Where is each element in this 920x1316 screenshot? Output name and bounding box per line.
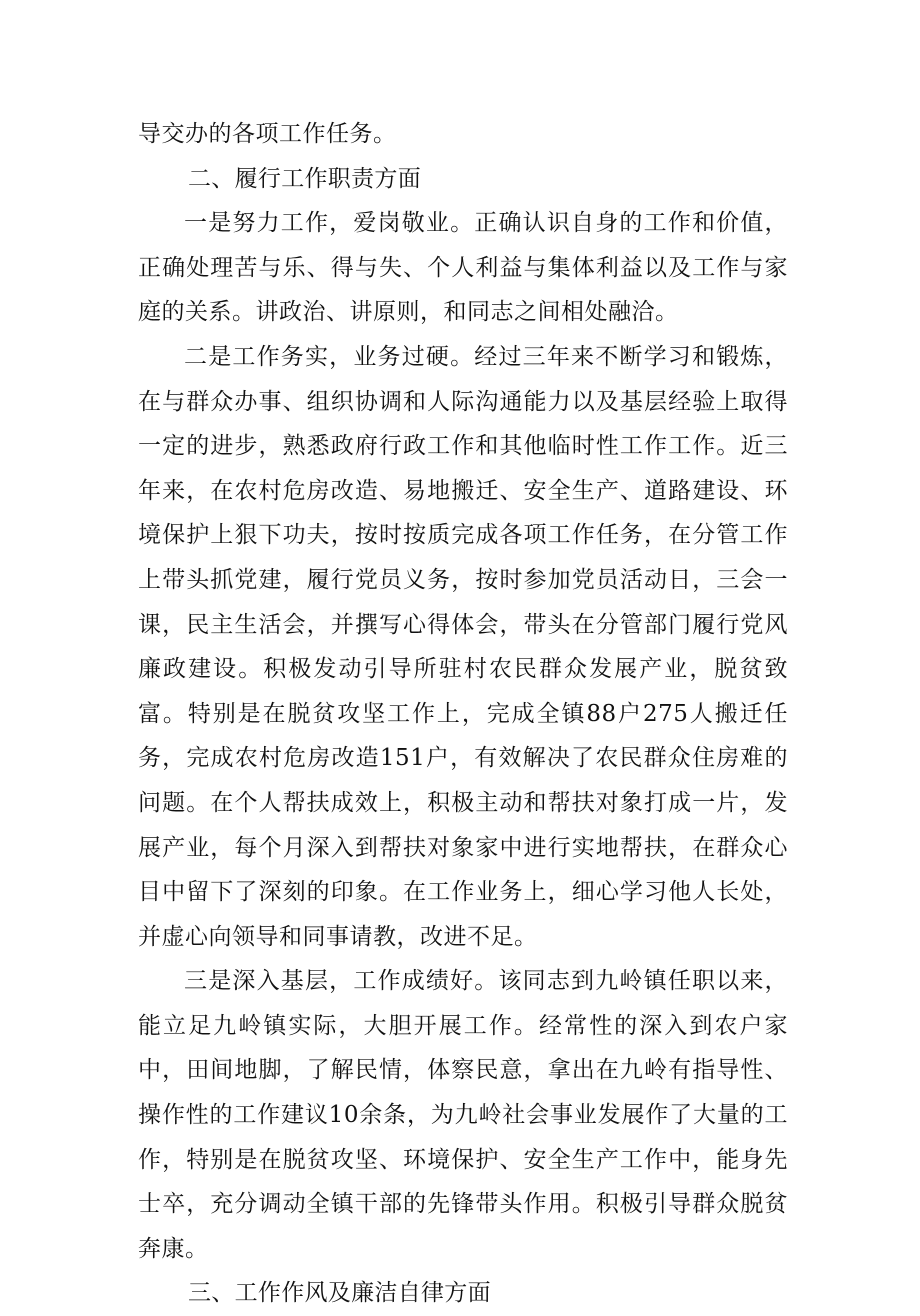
section-2-heading: 二、履行工作职责方面 [188, 165, 421, 192]
document-body [138, 112, 788, 1316]
section-2-paragraph-2: 二是工作务实，业务过硬。经过三年来不断学习和锻炼，在与群众办事、组织协调和人际沟通能力以及基层经验上取得一定的进步，熟悉政府行政工作和其他临时性工作工作。近三年来，在农村危房改造、易地搬迁、安全生产、道路建设、环境保护上狠下功夫，按时按质完成各项工作任务，在分管工作上带头抓党建，履行党员义务，按时参加党员活动日，三会一课，民主生活会，并撰写心得体会，带头在分管部门履行党风廉政建设。积极发动引导所驻村农民群众发展产业，脱贫致富。特别是在脱贫攻坚工作上，完成全镇88户275人搬迁任务，完成农村危房改造151户，有效解决了农民群众住房难的问题。在个人帮扶成效上，积极主动和帮扶对象打成一片，发展产业，每个月深入到帮扶对象家中进行实地帮扶，在群众心目中留下了深刻的印象。在工作业务上，细心学习他人长处，并虚心向领导和同事请教，改进不足。 [138, 343, 788, 950]
continuation-paragraph: 导交办的各项工作任务。 [138, 121, 397, 147]
section-2-paragraph-3: 三是深入基层，工作成绩好。该同志到九岭镇任职以来，能立足九岭镇实际，大胆开展工作。经常性的深入到农户家中，田间地脚，了解民情，体察民意，拿出在九岭有指导性、操作性的工作建议10余条，为九岭社会事业发展作了大量的工作，特别是在脱贫攻坚、环境保护、安全生产工作中，能身先士卒，充分调动全镇干部的先锋带头作用。积极引导群众脱贫奔康。 [138, 968, 788, 1262]
section-2-paragraph-1: 一是努力工作，爱岗敬业。正确认识自身的工作和价值，正确处理苦与乐、得与失、个人利益与集体利益以及工作与家庭的关系。讲政治、讲原则，和同志之间相处融洽。 [138, 210, 788, 326]
section-3-heading: 三、工作作风及廉洁自律方面 [188, 1280, 491, 1307]
